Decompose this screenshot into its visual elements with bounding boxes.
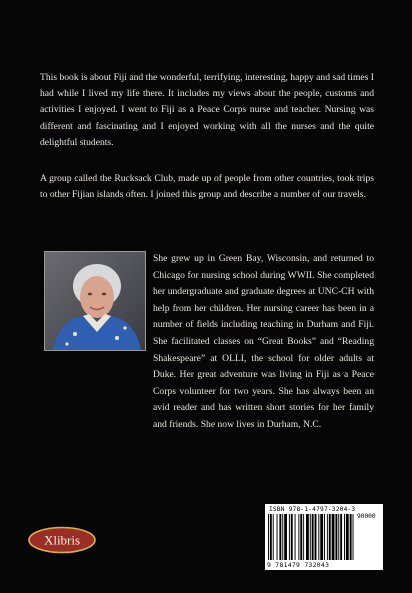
isbn-label: ISBN 978-1-4797-3204-3	[269, 506, 356, 513]
barcode-bar	[279, 514, 281, 560]
barcode-bar	[298, 514, 299, 560]
barcode-bar	[335, 514, 337, 560]
barcode-bar	[329, 514, 331, 560]
price-code: 90000	[357, 513, 376, 520]
barcode-bar	[315, 514, 317, 560]
barcode-bar	[338, 514, 339, 560]
barcode-bar	[273, 514, 274, 560]
publisher-logo	[27, 526, 97, 554]
barcode-bar	[327, 514, 328, 560]
barcode-bar	[306, 514, 309, 560]
barcode-bar	[332, 514, 335, 560]
barcode-bar	[303, 514, 304, 560]
barcode-bar	[340, 514, 342, 560]
barcode-bar	[310, 514, 311, 560]
barcode-bar	[350, 514, 352, 560]
description-paragraph-1: This book is about Fiji and the wonderful, terrifying, interesting, happy and sad times I had while I lived my life there. It includes my views about the people, customs and activities I enjoyed. I went to Fiji as a Peace Corps nurse and teacher. Nursing was different and fascinating and I enjoyed working with all the nurses and the quite delightful students.	[40, 72, 374, 148]
barcode-bar	[268, 514, 269, 560]
barcode-bar	[346, 514, 349, 560]
barcode-bar	[312, 514, 314, 560]
author-bio: She grew up in Green Bay, Wisconsin, and returned to Chicago for nursing school during WWII. She completed her undergraduate and graduate degrees at UNC-CH with help from her children. Her nursing career has been in a number of fields including teaching in Durham and Fiji. She facilitated classes on “Great Books” and “Reading Shakespeare” at OLLI, the school for older adults at Duke. Her great adventure was living in Fiji as a Peace Corps volunteer for two years. She has always been an avid reader and has written short stories for her family and friends. She now lives in Durham, N.C.	[153, 253, 374, 430]
barcode-bar	[344, 514, 345, 560]
barcode-bar	[295, 514, 296, 560]
publisher-logo-text: Xlibris	[43, 532, 81, 548]
barcode-bar	[291, 514, 293, 560]
barcode-bar	[318, 514, 319, 560]
barcode-bar	[289, 514, 290, 560]
barcode-bar	[320, 514, 323, 560]
description-paragraph-2: A group called the Rucksack Club, made up of people from other countries, took trips to other Fijian islands often. I joined this group and describe a number of our travels.	[40, 173, 374, 201]
barcode-digits: 9 781479 732043	[267, 561, 330, 569]
author-photo	[44, 251, 146, 351]
barcode-bars	[268, 514, 380, 560]
barcode-bar	[353, 514, 354, 560]
barcode-bar	[324, 514, 325, 560]
barcode-bar	[300, 514, 302, 560]
barcode-bar	[277, 514, 278, 560]
barcode-bar	[284, 514, 287, 560]
barcode-bar	[282, 514, 283, 560]
author-portrait-image	[45, 252, 145, 350]
isbn-barcode	[265, 504, 383, 570]
barcode-bar	[270, 514, 272, 560]
